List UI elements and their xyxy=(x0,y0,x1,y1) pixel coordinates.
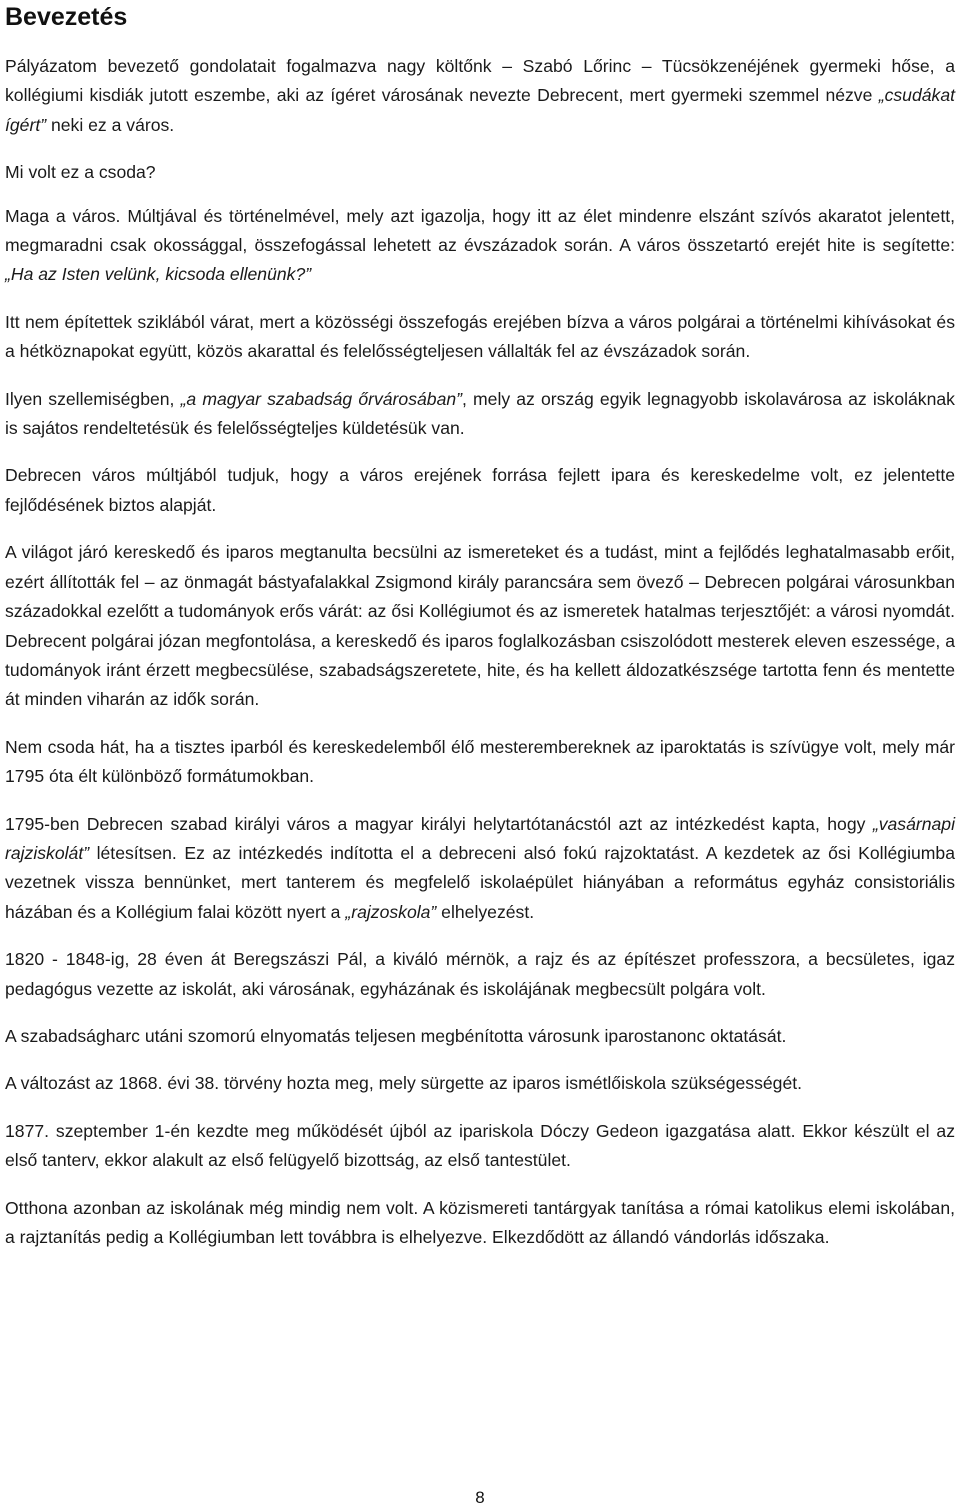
italic-quote: „Ha az Isten velünk, kicsoda ellenünk?” xyxy=(5,264,312,285)
paragraph-1868: A változást az 1868. évi 38. törvény hozta meg, mely sürgette az iparos ismétlőiskola szükségességét. xyxy=(5,1073,803,1094)
paragraph-city xyxy=(5,202,955,290)
paragraph-text: létesítsen. Ez az intézkedés indította el a debreceni alsó fokú rajzoktatást. A kezdetek az ősi Kollégiumba vezetnek vissza bennünket, mert tanterem és megfelelő iskolaépület hiányában a református egyház consistoriális házában és a Kollégium falai között nyert a xyxy=(5,842,955,922)
paragraph-text: neki ez a város. xyxy=(46,114,175,135)
paragraph-industry: Debrecen város múltjából tudjuk, hogy a város erejének forrása fejlett ipara és kereskedelme volt, ez jelentette fejlődésének biztos alapját. xyxy=(5,465,955,515)
italic-quote: „csudákat ígért” xyxy=(5,85,955,135)
paragraph-community: Itt nem építettek sziklából várat, mert a közösségi összefogás erejében bízva a város polgárai a történelmi kihívásokat és a hétköznapokat együtt, közös akarattal és felelősségteljesen vállalták fel az évszázadok során. xyxy=(5,311,955,362)
paragraph-home: Otthona azonban az iskolának még mindig nem volt. A közismereti tantárgyak tanítása a római katolikus elemi iskolában, a rajztanítás pedig a Kollégiumban lett továbbra is elhelyezve. Elkezdődött az állandó vándorlás időszaka. xyxy=(5,1197,955,1247)
italic-quote: „a magyar szabadság őrvárosában” xyxy=(180,388,462,409)
paragraph-merchants: A világot járó kereskedő és iparos megtanulta becsülni az ismereteket és a tudást, mint a fejlődés leghatalmasabb erőit, ezért állították fel – az önmagát bástyafalakkal Zsigmond király parancsára sem övező – Debrecen polgárai városunkban századokkal ezelőtt a tudományok erős várát: az ősi Kollégiumot és az ismeretek hatalmas terjesztőjét: a városi nyomdát. Debrecent polgárai józan megfontolása, a kereskedő és iparos foglalkozásban csiszolódott mesterek eleven eszessége, a tudományok iránt érzett megbecsülése, szabadságszeretete, hite, és ha kellett áldozatkészsége tartotta fenn és mentette át minden viharán az idők során. xyxy=(5,542,955,710)
paragraph-question: Mi volt ez a csoda? xyxy=(5,162,156,183)
paragraph-text: elhelyezést. xyxy=(436,901,535,922)
italic-quote: „rajzoskola” xyxy=(345,901,437,922)
paragraph-intro xyxy=(5,52,955,140)
paragraph-text: Maga a város. Múltjával és történelmével, mely azt igazolja, hogy itt az élet mindenre elszánt szívós akaratot jelentett, megmaradni csak okossággal, összefogással lehetett az évszázadok során. A város összetartó erejét hite is segítette: xyxy=(5,205,955,256)
paragraph-1820: 1820 - 1848-ig, 28 éven át Beregszászi Pál, a kiváló mérnök, a rajz és az építészet professzora, a becsületes, igaz pedagógus vezette az iskolát, aki városának, egyházának és iskolájának megbecsült polgára volt. xyxy=(5,949,955,999)
paragraph-craftsmen: Nem csoda hát, ha a tisztes iparból és kereskedelemből élő mesterembereknek az iparoktatás is szívügye volt, mely már 1795 óta élt különböző formátumokban. xyxy=(5,736,955,787)
page-number: 8 xyxy=(475,1488,485,1507)
document-page xyxy=(5,0,955,1270)
paragraph-text: Pályázatom bevezető gondolatait fogalmazva nagy költőnk – Szabó Lőrinc – Tücsökzenéjének gyermeki hőse, a kollégiumi kisdiák jutott eszembe, aki az ígéret városának nevezte Debrecent, mert gyermeki szemmel nézve xyxy=(5,56,955,106)
paragraph-text: 1795-ben Debrecen szabad királyi város a magyar királyi helytartótanácstól azt az intézkedést kapta, hogy xyxy=(5,813,873,834)
document-body xyxy=(5,52,955,1252)
paragraph-text: , mely az ország egyik legnagyobb iskolavárosa az iskoláknak is sajátos rendeltetésük és felelősségteljes küldetésük van. xyxy=(5,388,955,439)
paragraph-oppression: A szabadságharc utáni szomorú elnyomatás teljesen megbénította városunk iparostanonc oktatását. xyxy=(5,1025,787,1046)
paragraph-text: Ilyen szellemiségben, xyxy=(5,388,181,409)
section-heading: Bevezetés xyxy=(5,3,128,31)
paragraph-1877: 1877. szeptember 1-én kezdte meg működését újból az ipariskola Dóczy Gedeon igazgatása alatt. Ekkor készült el az első tanterv, ekkor alakult az első felügyelő bizottság, az első tantestület. xyxy=(5,1120,955,1171)
paragraph-1795 xyxy=(5,810,955,928)
italic-quote: „vasárnapi rajziskolát” xyxy=(5,813,955,863)
paragraph-spirit xyxy=(5,385,955,444)
